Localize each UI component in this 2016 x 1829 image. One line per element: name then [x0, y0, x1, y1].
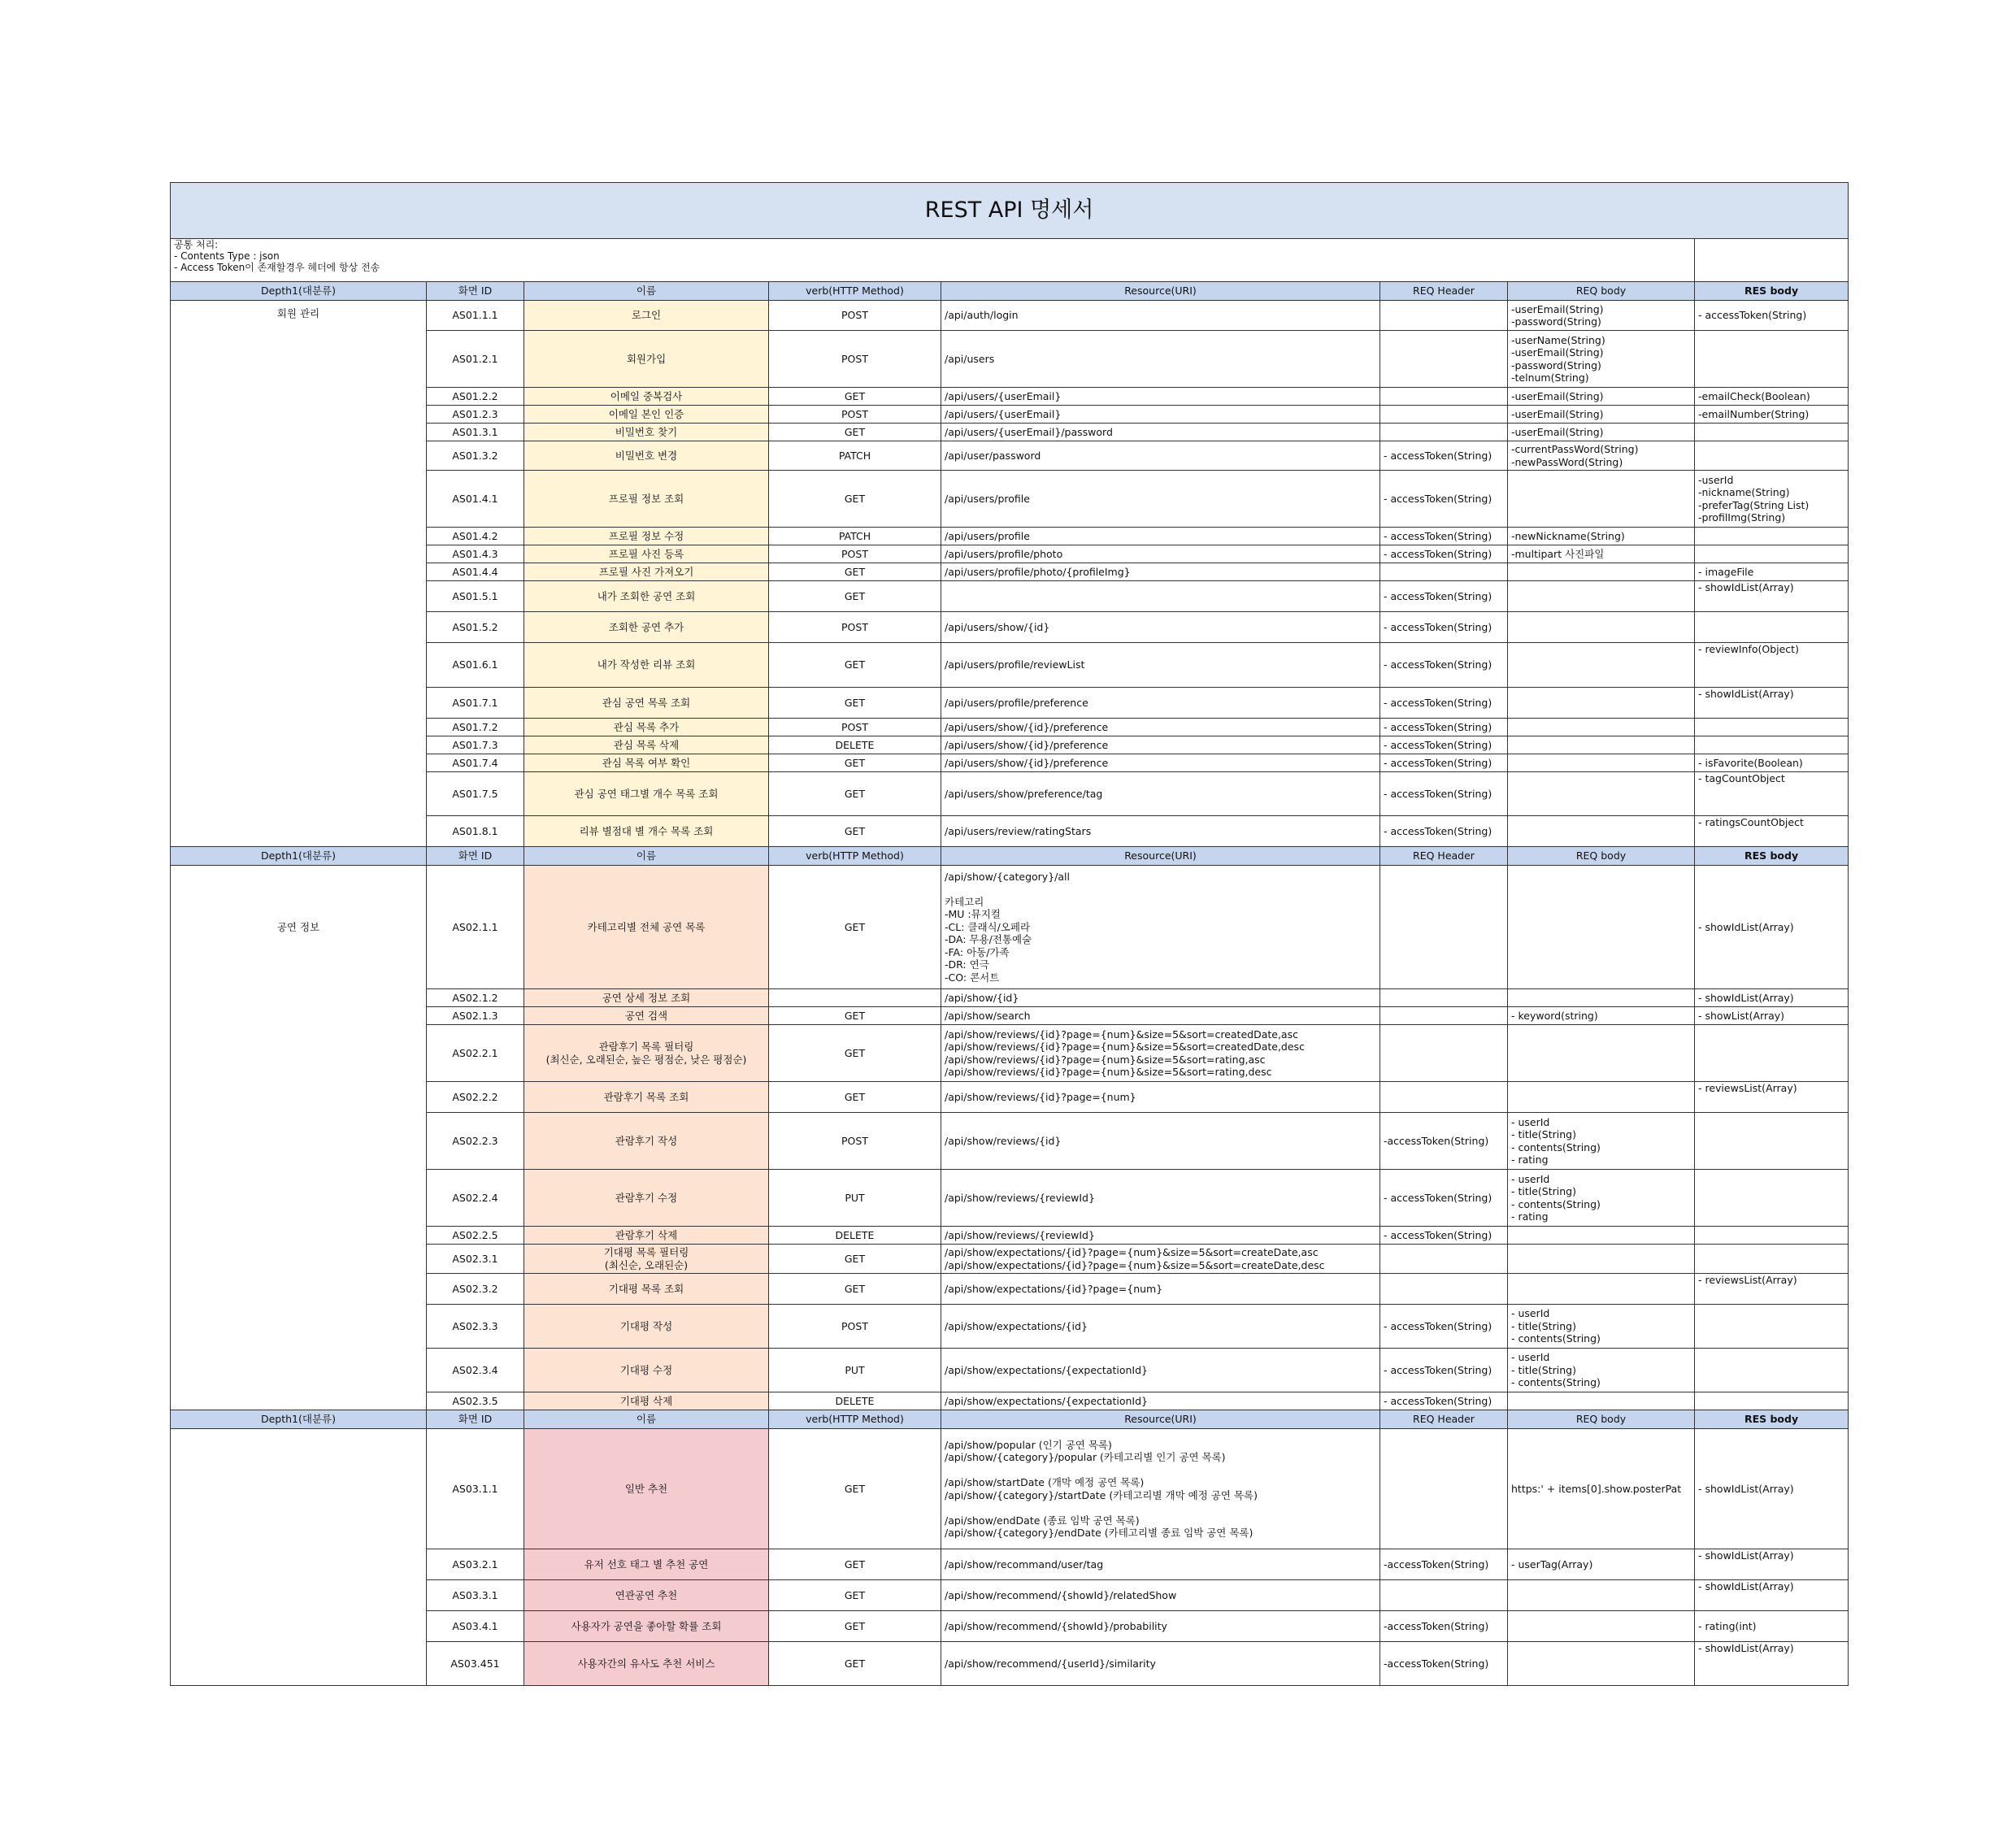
req-header: - accessToken(String)	[1380, 1227, 1508, 1245]
screen-id: AS01.3.1	[427, 424, 524, 441]
screen-id: AS01.2.1	[427, 331, 524, 388]
req-header	[1380, 301, 1508, 331]
req-header	[1380, 406, 1508, 424]
api-row	[171, 301, 1849, 331]
http-verb: GET	[769, 754, 941, 772]
screen-id: AS02.3.4	[427, 1349, 524, 1392]
req-header: -accessToken(String)	[1380, 1611, 1508, 1642]
req-body: -userEmail(String)	[1508, 388, 1695, 406]
resource-uri: /api/show/reviews/{id}	[941, 1113, 1380, 1170]
header-req-header: REQ Header	[1380, 847, 1508, 866]
resource-uri: /api/user/password	[941, 441, 1380, 471]
resource-uri: /api/show/recommand/user/tag	[941, 1549, 1380, 1580]
req-header: - accessToken(String)	[1380, 736, 1508, 754]
resource-uri: /api/show/recommend/{showId}/relatedShow	[941, 1580, 1380, 1611]
api-name: 연관공연 추천	[524, 1580, 769, 1611]
header-depth1: Depth1(대분류)	[171, 282, 427, 301]
common-notes: 공통 처리: - Contents Type : json - Access Token이 존재할경우 헤더에 항상 전송	[171, 239, 1695, 282]
req-header	[1380, 1025, 1508, 1082]
api-name: 비밀번호 변경	[524, 441, 769, 471]
res-body: - showIdList(Array)	[1695, 1549, 1849, 1580]
res-body	[1695, 441, 1849, 471]
header-req-body: REQ body	[1508, 282, 1695, 301]
resource-uri: /api/show/recommend/{showId}/probability	[941, 1611, 1380, 1642]
http-verb: POST	[769, 331, 941, 388]
screen-id: AS01.7.5	[427, 772, 524, 816]
req-header	[1380, 388, 1508, 406]
resource-uri: /api/show/search	[941, 1007, 1380, 1025]
req-header	[1380, 1082, 1508, 1113]
api-name: 내가 조회한 공연 조회	[524, 581, 769, 612]
api-name: 기대평 목록 조회	[524, 1274, 769, 1305]
req-header: - accessToken(String)	[1380, 643, 1508, 688]
resource-uri: /api/show/recommend/{userId}/similarity	[941, 1642, 1380, 1686]
header-verb: verb(HTTP Method)	[769, 1410, 941, 1429]
http-verb: GET	[769, 388, 941, 406]
api-name: 프로필 정보 조회	[524, 471, 769, 528]
res-body	[1695, 1227, 1849, 1245]
screen-id: AS02.2.4	[427, 1170, 524, 1227]
http-verb: GET	[769, 563, 941, 581]
req-body	[1508, 1274, 1695, 1305]
api-name: 기대평 목록 필터링 (최신순, 오래된순)	[524, 1245, 769, 1274]
http-verb: GET	[769, 1245, 941, 1274]
screen-id: AS02.1.3	[427, 1007, 524, 1025]
resource-uri: /api/show/reviews/{reviewId}	[941, 1227, 1380, 1245]
req-header: - accessToken(String)	[1380, 441, 1508, 471]
res-body: -emailNumber(String)	[1695, 406, 1849, 424]
req-body: -userEmail(String)	[1508, 424, 1695, 441]
screen-id: AS01.6.1	[427, 643, 524, 688]
http-verb: GET	[769, 772, 941, 816]
resource-uri: /api/users/{userEmail}/password	[941, 424, 1380, 441]
screen-id: AS01.7.1	[427, 688, 524, 719]
http-verb: POST	[769, 612, 941, 643]
req-body	[1508, 736, 1695, 754]
req-body	[1508, 719, 1695, 736]
req-body: - userId - title(String) - contents(String) - rating	[1508, 1170, 1695, 1227]
req-body	[1508, 471, 1695, 528]
res-body: -userId -nickname(String) -preferTag(String List) -profilImg(String)	[1695, 471, 1849, 528]
res-body	[1695, 1025, 1849, 1082]
req-body	[1508, 1611, 1695, 1642]
req-header: - accessToken(String)	[1380, 528, 1508, 545]
req-header: - accessToken(String)	[1380, 816, 1508, 847]
req-header: -accessToken(String)	[1380, 1549, 1508, 1580]
screen-id: AS02.3.1	[427, 1245, 524, 1274]
req-header	[1380, 424, 1508, 441]
resource-uri: /api/users/profile	[941, 528, 1380, 545]
screen-id: AS02.2.5	[427, 1227, 524, 1245]
http-verb: POST	[769, 1305, 941, 1349]
header-name: 이름	[524, 1410, 769, 1429]
req-body: -currentPassWord(String) -newPassWord(String)	[1508, 441, 1695, 471]
req-body: - userId - title(String) - contents(String)	[1508, 1349, 1695, 1392]
screen-id: AS01.4.1	[427, 471, 524, 528]
resource-uri: /api/users/show/{id}/preference	[941, 754, 1380, 772]
api-name: 로그인	[524, 301, 769, 331]
screen-id: AS02.2.1	[427, 1025, 524, 1082]
screen-id: AS01.3.2	[427, 441, 524, 471]
screen-id: AS01.7.3	[427, 736, 524, 754]
req-header	[1380, 1274, 1508, 1305]
resource-uri: /api/show/reviews/{id}?page={num}&size=5&sort=createdDate,asc /api/show/reviews/{id}?page={num}&size=5&sort=createdDate,desc /api/show/reviews/{id}?page={num}&size=5&sort=rating,asc /api/show/reviews/{id}?page={num}&size=5&sort=rating,desc	[941, 1025, 1380, 1082]
res-body	[1695, 736, 1849, 754]
api-name: 관심 목록 추가	[524, 719, 769, 736]
header-req-body: REQ body	[1508, 1410, 1695, 1429]
res-body	[1695, 1170, 1849, 1227]
api-row	[171, 866, 1849, 989]
api-name: 관심 공연 목록 조회	[524, 688, 769, 719]
req-body: -multipart 사진파일	[1508, 545, 1695, 563]
screen-id: AS01.7.2	[427, 719, 524, 736]
screen-id: AS03.4.1	[427, 1611, 524, 1642]
req-body	[1508, 1025, 1695, 1082]
screen-id: AS01.2.2	[427, 388, 524, 406]
req-body	[1508, 754, 1695, 772]
res-body: - showIdList(Array)	[1695, 1642, 1849, 1686]
req-body: - userId - title(String) - contents(String)	[1508, 1305, 1695, 1349]
req-body: -newNickname(String)	[1508, 528, 1695, 545]
res-body: - imageFile	[1695, 563, 1849, 581]
req-header: - accessToken(String)	[1380, 1305, 1508, 1349]
req-body	[1508, 1082, 1695, 1113]
header-screen-id: 화면 ID	[427, 1410, 524, 1429]
api-row	[171, 1429, 1849, 1549]
header-depth1: Depth1(대분류)	[171, 847, 427, 866]
header-res-body: RES body	[1695, 847, 1849, 866]
header-verb: verb(HTTP Method)	[769, 847, 941, 866]
req-body	[1508, 866, 1695, 989]
req-header: - accessToken(String)	[1380, 772, 1508, 816]
api-name: 리뷰 별점대 별 개수 목록 조회	[524, 816, 769, 847]
res-body: - showIdList(Array)	[1695, 989, 1849, 1007]
column-header-row	[171, 1410, 1849, 1429]
http-verb: POST	[769, 301, 941, 331]
req-header: - accessToken(String)	[1380, 612, 1508, 643]
http-verb: DELETE	[769, 1227, 941, 1245]
http-verb: POST	[769, 545, 941, 563]
req-header: -accessToken(String)	[1380, 1642, 1508, 1686]
req-body: https:' + items[0].show.posterPat	[1508, 1429, 1695, 1549]
api-name: 프로필 사진 가져오기	[524, 563, 769, 581]
res-body	[1695, 1392, 1849, 1410]
res-body: - showList(Array)	[1695, 1007, 1849, 1025]
res-body: - showIdList(Array)	[1695, 688, 1849, 719]
req-header	[1380, 1429, 1508, 1549]
req-body: -userEmail(String)	[1508, 406, 1695, 424]
req-header	[1380, 866, 1508, 989]
http-verb: GET	[769, 643, 941, 688]
api-name: 카테고리별 전체 공연 목록	[524, 866, 769, 989]
res-body: - ratingsCountObject	[1695, 816, 1849, 847]
resource-uri: /api/users	[941, 331, 1380, 388]
resource-uri: /api/users/show/{id}/preference	[941, 719, 1380, 736]
resource-uri: /api/users/profile	[941, 471, 1380, 528]
req-body: -userEmail(String) -password(String)	[1508, 301, 1695, 331]
req-header: - accessToken(String)	[1380, 581, 1508, 612]
http-verb: DELETE	[769, 1392, 941, 1410]
header-verb: verb(HTTP Method)	[769, 282, 941, 301]
api-name: 이메일 본인 인증	[524, 406, 769, 424]
http-verb: GET	[769, 1429, 941, 1549]
req-header: - accessToken(String)	[1380, 545, 1508, 563]
header-resource: Resource(URI)	[941, 282, 1380, 301]
req-body	[1508, 612, 1695, 643]
screen-id: AS01.7.4	[427, 754, 524, 772]
http-verb: GET	[769, 1082, 941, 1113]
resource-uri: /api/users/show/preference/tag	[941, 772, 1380, 816]
api-name: 비밀번호 찾기	[524, 424, 769, 441]
res-body	[1695, 1245, 1849, 1274]
req-header	[1380, 563, 1508, 581]
req-body: - userId - title(String) - contents(String) - rating	[1508, 1113, 1695, 1170]
screen-id: AS01.4.2	[427, 528, 524, 545]
api-name: 사용자가 공연을 좋아할 확률 조회	[524, 1611, 769, 1642]
res-body	[1695, 331, 1849, 388]
api-name: 관람후기 수정	[524, 1170, 769, 1227]
req-header: - accessToken(String)	[1380, 688, 1508, 719]
res-body: - showIdList(Array)	[1695, 1429, 1849, 1549]
api-name: 기대평 작성	[524, 1305, 769, 1349]
req-body	[1508, 816, 1695, 847]
screen-id: AS01.5.2	[427, 612, 524, 643]
screen-id: AS01.8.1	[427, 816, 524, 847]
res-body: - tagCountObject	[1695, 772, 1849, 816]
resource-uri: /api/users/profile/reviewList	[941, 643, 1380, 688]
api-name: 프로필 정보 수정	[524, 528, 769, 545]
resource-uri: /api/users/review/ratingStars	[941, 816, 1380, 847]
req-header	[1380, 1580, 1508, 1611]
http-verb: GET	[769, 816, 941, 847]
res-body	[1695, 1349, 1849, 1392]
res-body: - showIdList(Array)	[1695, 581, 1849, 612]
http-verb	[769, 989, 941, 1007]
res-body	[1695, 719, 1849, 736]
req-header: - accessToken(String)	[1380, 1349, 1508, 1392]
req-body	[1508, 563, 1695, 581]
resource-uri: /api/show/{id}	[941, 989, 1380, 1007]
resource-uri: /api/users/show/{id}	[941, 612, 1380, 643]
http-verb: GET	[769, 866, 941, 989]
api-name: 내가 작성한 리뷰 조회	[524, 643, 769, 688]
http-verb: GET	[769, 581, 941, 612]
req-header	[1380, 989, 1508, 1007]
req-body	[1508, 1245, 1695, 1274]
req-header: - accessToken(String)	[1380, 719, 1508, 736]
resource-uri: /api/show/expectations/{id}	[941, 1305, 1380, 1349]
screen-id: AS02.3.3	[427, 1305, 524, 1349]
http-verb: PUT	[769, 1170, 941, 1227]
api-name: 기대평 수정	[524, 1349, 769, 1392]
api-name: 관심 목록 여부 확인	[524, 754, 769, 772]
resource-uri: /api/users/{userEmail}	[941, 388, 1380, 406]
depth1-category: 공연 정보	[171, 866, 427, 1410]
res-body	[1695, 1113, 1849, 1170]
screen-id: AS02.3.2	[427, 1274, 524, 1305]
screen-id: AS01.4.3	[427, 545, 524, 563]
api-name: 관심 공연 태그별 개수 목록 조회	[524, 772, 769, 816]
header-screen-id: 화면 ID	[427, 282, 524, 301]
res-body: - showIdList(Array)	[1695, 866, 1849, 989]
res-body: - rating(int)	[1695, 1611, 1849, 1642]
res-body: - accessToken(String)	[1695, 301, 1849, 331]
screen-id: AS03.451	[427, 1642, 524, 1686]
resource-uri: /api/show/expectations/{expectationId}	[941, 1392, 1380, 1410]
resource-uri: /api/show/expectations/{expectationId}	[941, 1349, 1380, 1392]
http-verb: GET	[769, 1611, 941, 1642]
res-body	[1695, 424, 1849, 441]
depth1-category: 회원 관리	[171, 301, 427, 847]
http-verb: PATCH	[769, 528, 941, 545]
req-body	[1508, 772, 1695, 816]
http-verb: GET	[769, 471, 941, 528]
api-name: 관람후기 목록 필터링 (최신순, 오래된순, 높은 평점순, 낮은 평점순)	[524, 1025, 769, 1082]
api-name: 기대평 삭제	[524, 1392, 769, 1410]
req-body	[1508, 1580, 1695, 1611]
header-name: 이름	[524, 282, 769, 301]
api-name: 사용자간의 유사도 추천 서비스	[524, 1642, 769, 1686]
res-body: - reviewInfo(Object)	[1695, 643, 1849, 688]
screen-id: AS02.2.3	[427, 1113, 524, 1170]
resource-uri: /api/show/popular (인기 공연 목록) /api/show/{category}/popular (카테고리별 인기 공연 목록) /api/show/startDate (개막 예정 공연 목록) /api/show/{category}/startDate (카테고리별 개막 예정 공연 목록) /api/show/endDate (종료 임박 공연 목록) /api/show/{category}/endDate (카테고리별 종료 임박 공연 목록)	[941, 1429, 1380, 1549]
screen-id: AS01.1.1	[427, 301, 524, 331]
screen-id: AS03.3.1	[427, 1580, 524, 1611]
resource-uri	[941, 581, 1380, 612]
api-name: 관람후기 작성	[524, 1113, 769, 1170]
resource-uri: /api/show/reviews/{id}?page={num}	[941, 1082, 1380, 1113]
res-body: - reviewsList(Array)	[1695, 1082, 1849, 1113]
api-name: 관심 목록 삭제	[524, 736, 769, 754]
header-req-header: REQ Header	[1380, 1410, 1508, 1429]
req-body	[1508, 643, 1695, 688]
screen-id: AS02.1.2	[427, 989, 524, 1007]
req-body: -userName(String) -userEmail(String) -password(String) -telnum(String)	[1508, 331, 1695, 388]
res-body: - isFavorite(Boolean)	[1695, 754, 1849, 772]
depth1-category	[171, 1429, 427, 1686]
req-body: - keyword(string)	[1508, 1007, 1695, 1025]
api-name: 공연 검색	[524, 1007, 769, 1025]
req-header: - accessToken(String)	[1380, 1170, 1508, 1227]
column-header-row	[171, 847, 1849, 866]
resource-uri: /api/users/show/{id}/preference	[941, 736, 1380, 754]
api-name: 관람후기 삭제	[524, 1227, 769, 1245]
header-req-header: REQ Header	[1380, 282, 1508, 301]
screen-id: AS03.1.1	[427, 1429, 524, 1549]
http-verb: POST	[769, 406, 941, 424]
screen-id: AS03.2.1	[427, 1549, 524, 1580]
req-header	[1380, 331, 1508, 388]
req-body	[1508, 989, 1695, 1007]
req-header	[1380, 1245, 1508, 1274]
req-body	[1508, 1392, 1695, 1410]
http-verb: GET	[769, 1025, 941, 1082]
resource-uri: /api/users/profile/preference	[941, 688, 1380, 719]
http-verb: PATCH	[769, 441, 941, 471]
req-body	[1508, 1227, 1695, 1245]
screen-id: AS02.2.2	[427, 1082, 524, 1113]
header-name: 이름	[524, 847, 769, 866]
res-body	[1695, 1305, 1849, 1349]
http-verb: POST	[769, 1113, 941, 1170]
http-verb: POST	[769, 719, 941, 736]
api-name: 일반 추천	[524, 1429, 769, 1549]
req-header: -accessToken(String)	[1380, 1113, 1508, 1170]
header-resource: Resource(URI)	[941, 847, 1380, 866]
http-verb: GET	[769, 1007, 941, 1025]
screen-id: AS01.5.1	[427, 581, 524, 612]
res-body	[1695, 528, 1849, 545]
resource-uri: /api/users/profile/photo/{profileImg}	[941, 563, 1380, 581]
api-name: 공연 상세 정보 조회	[524, 989, 769, 1007]
http-verb: GET	[769, 1580, 941, 1611]
document-title: REST API 명세서	[171, 183, 1849, 239]
http-verb: DELETE	[769, 736, 941, 754]
http-verb: GET	[769, 1274, 941, 1305]
res-body	[1695, 545, 1849, 563]
screen-id: AS01.4.4	[427, 563, 524, 581]
res-body: - reviewsList(Array)	[1695, 1274, 1849, 1305]
api-name: 조회한 공연 추가	[524, 612, 769, 643]
api-name: 유저 선호 태그 별 추천 공연	[524, 1549, 769, 1580]
http-verb: PUT	[769, 1349, 941, 1392]
resource-uri: /api/show/expectations/{id}?page={num}	[941, 1274, 1380, 1305]
http-verb: GET	[769, 1642, 941, 1686]
api-spec-table	[170, 182, 1849, 1686]
header-res-body: RES body	[1695, 1410, 1849, 1429]
res-body: - showIdList(Array)	[1695, 1580, 1849, 1611]
api-name: 프로필 사진 등록	[524, 545, 769, 563]
api-name: 관람후기 목록 조회	[524, 1082, 769, 1113]
resource-uri: /api/show/reviews/{reviewId}	[941, 1170, 1380, 1227]
req-body	[1508, 581, 1695, 612]
req-header: - accessToken(String)	[1380, 754, 1508, 772]
common-notes-blank	[1695, 239, 1849, 282]
req-header: - accessToken(String)	[1380, 471, 1508, 528]
resource-uri: /api/users/{userEmail}	[941, 406, 1380, 424]
http-verb: GET	[769, 1549, 941, 1580]
req-header: - accessToken(String)	[1380, 1392, 1508, 1410]
screen-id: AS02.3.5	[427, 1392, 524, 1410]
screen-id: AS01.2.3	[427, 406, 524, 424]
header-screen-id: 화면 ID	[427, 847, 524, 866]
api-name: 회원가입	[524, 331, 769, 388]
resource-uri: /api/auth/login	[941, 301, 1380, 331]
header-req-body: REQ body	[1508, 847, 1695, 866]
req-body: - userTag(Array)	[1508, 1549, 1695, 1580]
resource-uri: /api/users/profile/photo	[941, 545, 1380, 563]
req-body	[1508, 1642, 1695, 1686]
header-depth1: Depth1(대분류)	[171, 1410, 427, 1429]
http-verb: GET	[769, 424, 941, 441]
req-body	[1508, 688, 1695, 719]
api-name: 이메일 중복검사	[524, 388, 769, 406]
res-body	[1695, 612, 1849, 643]
header-resource: Resource(URI)	[941, 1410, 1380, 1429]
resource-uri: /api/show/expectations/{id}?page={num}&size=5&sort=createDate,asc /api/show/expectations/{id}?page={num}&size=5&sort=createDate,desc	[941, 1245, 1380, 1274]
resource-uri: /api/show/{category}/all 카테고리 -MU :뮤지컬 -CL: 클래식/오페라 -DA: 무용/전통예술 -FA: 아동/가족 -DR: 연극 -CO: 콘서트	[941, 866, 1380, 989]
req-header	[1380, 1007, 1508, 1025]
header-res-body: RES body	[1695, 282, 1849, 301]
screen-id: AS02.1.1	[427, 866, 524, 989]
http-verb: GET	[769, 688, 941, 719]
res-body: -emailCheck(Boolean)	[1695, 388, 1849, 406]
column-header-row	[171, 282, 1849, 301]
